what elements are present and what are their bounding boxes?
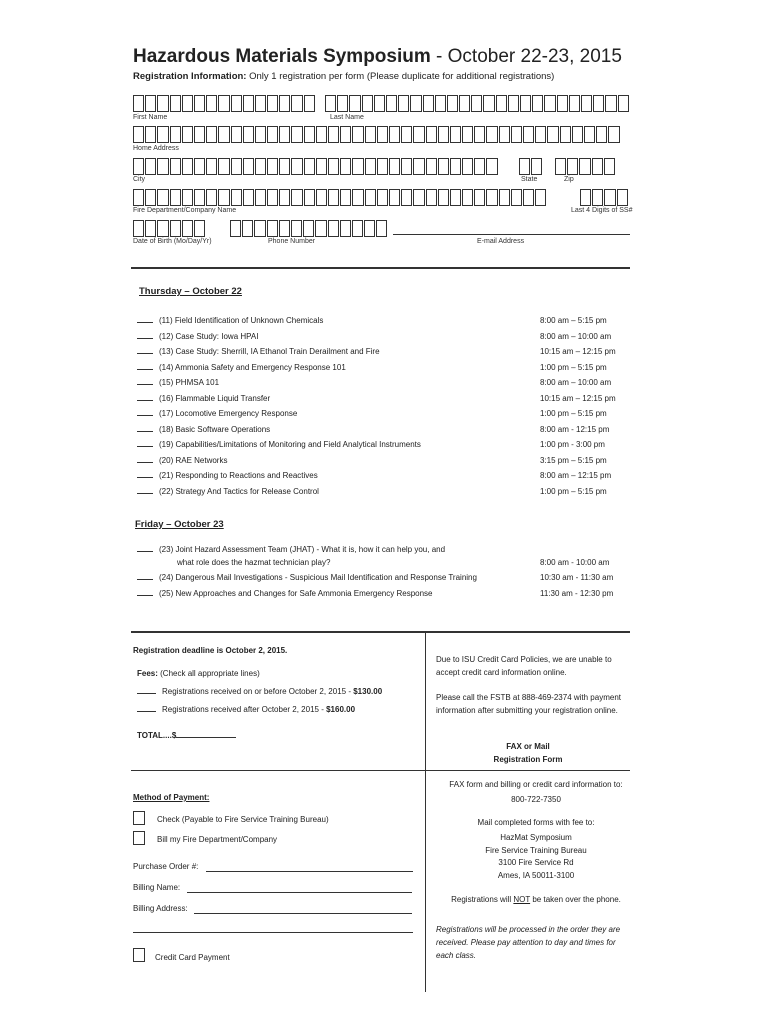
char-box[interactable] (377, 126, 388, 143)
char-box[interactable] (450, 189, 461, 206)
char-box[interactable] (547, 126, 558, 143)
course-row[interactable] (137, 332, 258, 341)
char-box[interactable] (365, 158, 376, 175)
char-box[interactable] (389, 126, 400, 143)
course-time: 8:00 am - 12:15 pm (540, 424, 610, 434)
char-box[interactable] (438, 158, 449, 175)
char-box[interactable] (304, 126, 315, 143)
char-box[interactable] (170, 95, 181, 112)
char-box[interactable] (340, 220, 351, 237)
billing-name-line[interactable] (187, 892, 412, 893)
char-box[interactable] (337, 95, 348, 112)
bill-label: Bill my Fire Department/Company (157, 835, 278, 844)
char-box[interactable] (218, 95, 229, 112)
char-box[interactable] (531, 158, 542, 175)
isu-policy-2: accept credit card information online. (436, 668, 567, 677)
phone-notice: Registrations will NOT be taken over the phone. (451, 895, 621, 904)
check-checkbox[interactable] (133, 811, 145, 825)
char-box[interactable] (605, 95, 616, 112)
char-box[interactable] (230, 220, 241, 237)
char-box[interactable] (569, 95, 580, 112)
ssn-label: Last 4 Digits of SS# (571, 207, 633, 214)
char-box[interactable] (486, 189, 497, 206)
char-box[interactable] (410, 95, 421, 112)
char-box[interactable] (511, 189, 522, 206)
mail-address-1: HazMat Symposium (500, 833, 572, 842)
home-address-label: Home Address (133, 145, 179, 152)
char-box[interactable] (328, 126, 339, 143)
char-box[interactable] (182, 189, 193, 206)
char-box[interactable] (304, 158, 315, 175)
char-box[interactable] (255, 95, 266, 112)
mail-instructions: Mail completed forms with fee to: (477, 818, 595, 827)
course-time: 1:00 pm – 5:15 pm (540, 486, 607, 496)
course-time: 1:00 pm – 5:15 pm (540, 409, 607, 418)
char-box[interactable] (194, 126, 205, 143)
char-box[interactable] (279, 189, 290, 206)
char-box[interactable] (133, 220, 144, 237)
char-box[interactable] (413, 189, 424, 206)
char-box[interactable] (328, 220, 339, 237)
billing-address-line-2[interactable] (133, 932, 413, 933)
char-box[interactable] (365, 189, 376, 206)
char-box[interactable] (462, 158, 473, 175)
char-box[interactable] (145, 158, 156, 175)
char-box[interactable] (267, 189, 278, 206)
course-time: 3:15 pm – 5:15 pm (540, 455, 607, 465)
billing-name-label: Billing Name: (133, 883, 181, 892)
char-box[interactable] (459, 95, 470, 112)
char-box[interactable] (584, 126, 595, 143)
course-23[interactable]: (23) Joint Hazard Assessment Team (JHAT) - What it is, how it can help you, and (137, 545, 445, 554)
char-box[interactable] (316, 126, 327, 143)
char-box[interactable] (291, 95, 302, 112)
state-boxes[interactable] (519, 158, 543, 175)
char-box[interactable] (592, 189, 603, 206)
char-box[interactable] (389, 158, 400, 175)
char-box[interactable] (325, 95, 336, 112)
char-box[interactable] (450, 158, 461, 175)
course-time: 8:00 am – 10:00 am (540, 331, 612, 341)
char-box[interactable] (304, 189, 315, 206)
zip-boxes[interactable] (555, 158, 616, 175)
char-box[interactable] (508, 95, 519, 112)
char-box[interactable] (194, 189, 205, 206)
char-box[interactable] (206, 189, 217, 206)
char-box[interactable] (499, 189, 510, 206)
char-box[interactable] (255, 158, 266, 175)
char-box[interactable] (365, 126, 376, 143)
dob-label: Date of Birth (Mo/Day/Yr) (133, 238, 212, 245)
char-box[interactable] (170, 158, 181, 175)
course-25-time: 11:30 am - 12:30 pm (540, 589, 614, 598)
course-blank[interactable] (137, 353, 153, 354)
course-row[interactable] (137, 471, 318, 480)
fire-dept-label: Fire Department/Company Name (133, 207, 237, 214)
char-box[interactable] (254, 220, 265, 237)
zip-label: Zip (564, 176, 574, 183)
course-row[interactable] (137, 440, 421, 449)
divider (131, 267, 630, 269)
char-box[interactable] (267, 126, 278, 143)
char-box[interactable] (450, 126, 461, 143)
thursday-heading: Thursday – October 22 (139, 286, 242, 297)
course-blank[interactable] (137, 431, 153, 432)
course-blank[interactable] (137, 477, 153, 478)
char-box[interactable] (316, 189, 327, 206)
email-line[interactable] (393, 234, 630, 235)
char-box[interactable] (401, 158, 412, 175)
char-box[interactable] (303, 220, 314, 237)
total-label[interactable]: TOTAL....$ (137, 731, 236, 740)
first-name-boxes[interactable] (133, 95, 316, 112)
course-title: (15) PHMSA 101 (159, 378, 220, 387)
course-title: (13) Case Study: Sherrill, IA Ethanol Train Derailment and Fire (159, 347, 380, 356)
home-address-boxes[interactable] (133, 126, 621, 143)
char-box[interactable] (279, 126, 290, 143)
char-box[interactable] (519, 158, 530, 175)
course-row[interactable] (137, 409, 297, 418)
char-box[interactable] (535, 126, 546, 143)
mail-address-2: Fire Service Training Bureau (485, 846, 587, 855)
char-box[interactable] (413, 126, 424, 143)
char-box[interactable] (376, 220, 387, 237)
course-title: (21) Responding to Reactions and Reactives (159, 471, 318, 480)
course-23-time: 8:00 am - 10:00 am (540, 558, 610, 567)
course-blank[interactable] (137, 338, 153, 339)
email-label: E-mail Address (477, 238, 525, 245)
char-box[interactable] (426, 189, 437, 206)
char-box[interactable] (145, 126, 156, 143)
last-name-label: Last Name (330, 114, 364, 121)
char-box[interactable] (291, 158, 302, 175)
char-box[interactable] (291, 126, 302, 143)
char-box[interactable] (555, 158, 566, 175)
char-box[interactable] (535, 189, 546, 206)
char-box[interactable] (304, 95, 315, 112)
course-row[interactable] (137, 425, 270, 434)
char-box[interactable] (194, 220, 205, 237)
char-box[interactable] (291, 189, 302, 206)
course-row[interactable] (137, 363, 346, 372)
fax-instructions: FAX form and billing or credit card information to: (449, 780, 623, 789)
course-blank[interactable] (137, 400, 153, 401)
char-box[interactable] (133, 126, 144, 143)
char-box[interactable] (438, 126, 449, 143)
char-box[interactable] (267, 220, 278, 237)
char-box[interactable] (604, 189, 615, 206)
mail-address-4: Ames, IA 50011-3100 (497, 871, 575, 880)
char-box[interactable] (231, 189, 242, 206)
course-time: 1:00 pm - 3:00 pm (540, 440, 605, 449)
state-label: State (521, 176, 538, 183)
char-box[interactable] (145, 220, 156, 237)
char-box[interactable] (496, 95, 507, 112)
check-label: Check (Payable to Fire Service Training Bureau) (157, 815, 329, 824)
course-title: (17) Locomotive Emergency Response (159, 409, 298, 418)
char-box[interactable] (243, 126, 254, 143)
divider (131, 770, 630, 771)
first-name-label: First Name (133, 114, 168, 121)
char-box[interactable] (328, 189, 339, 206)
mail-address-3: 3100 Fire Service Rd (498, 858, 574, 867)
char-box[interactable] (364, 220, 375, 237)
char-box[interactable] (182, 95, 193, 112)
char-box[interactable] (182, 220, 193, 237)
char-box[interactable] (617, 189, 628, 206)
char-box[interactable] (340, 158, 351, 175)
call-fstb-1: Please call the FSTB at 888-469-2374 with payment (436, 693, 621, 702)
course-title: (18) Basic Software Operations (159, 424, 271, 434)
course-title: (14) Ammonia Safety and Emergency Response 101 (159, 362, 346, 372)
char-box[interactable] (572, 126, 583, 143)
po-label: Purchase Order #: (133, 862, 199, 871)
char-box[interactable] (486, 158, 497, 175)
char-box[interactable] (279, 158, 290, 175)
char-box[interactable] (182, 158, 193, 175)
course-row[interactable] (137, 316, 323, 325)
char-box[interactable] (374, 95, 385, 112)
char-box[interactable] (523, 189, 534, 206)
char-box[interactable] (471, 95, 482, 112)
char-box[interactable] (231, 158, 242, 175)
course-row[interactable] (137, 394, 270, 403)
char-box[interactable] (218, 189, 229, 206)
course-title: (20) RAE Networks (159, 455, 228, 465)
course-row[interactable] (137, 487, 319, 496)
billing-address-label: Billing Address: (133, 904, 188, 913)
char-box[interactable] (398, 95, 409, 112)
char-box[interactable] (389, 189, 400, 206)
registration-form-heading: Registration Form (493, 755, 563, 764)
course-blank[interactable] (137, 415, 153, 416)
char-box[interactable] (352, 158, 363, 175)
course-time: 8:00 am – 5:15 pm (540, 316, 607, 325)
char-box[interactable] (170, 220, 181, 237)
char-box[interactable] (133, 158, 144, 175)
course-24-time: 10:30 am - 11:30 am (540, 573, 614, 582)
course-row[interactable] (137, 347, 380, 356)
fax-number: 800-722-7350 (511, 795, 561, 804)
char-box[interactable] (604, 158, 615, 175)
char-box[interactable] (206, 126, 217, 143)
char-box[interactable] (157, 95, 168, 112)
divider (425, 632, 426, 992)
char-box[interactable] (243, 189, 254, 206)
char-box[interactable] (593, 95, 604, 112)
char-box[interactable] (349, 95, 360, 112)
fax-mail-heading: FAX or Mail (506, 742, 550, 751)
deadline-text: Registration deadline is October 2, 2015. (133, 646, 288, 655)
char-box[interactable] (182, 126, 193, 143)
course-time: 8:00 am – 12:15 pm (540, 471, 612, 480)
char-box[interactable] (413, 158, 424, 175)
bill-checkbox[interactable] (133, 831, 145, 845)
char-box[interactable] (438, 189, 449, 206)
char-box[interactable] (532, 95, 543, 112)
char-box[interactable] (243, 158, 254, 175)
char-box[interactable] (157, 126, 168, 143)
char-box[interactable] (523, 126, 534, 143)
char-box[interactable] (279, 220, 290, 237)
char-box[interactable] (206, 95, 217, 112)
fee-late[interactable]: Registrations received after October 2, 2015 - $160.00 (137, 705, 355, 714)
char-box[interactable] (608, 126, 619, 143)
char-box[interactable] (511, 126, 522, 143)
char-box[interactable] (328, 158, 339, 175)
char-box[interactable] (255, 189, 266, 206)
char-box[interactable] (316, 158, 327, 175)
char-box[interactable] (352, 126, 363, 143)
registration-info: Registration Information: Only 1 registration per form (Please duplicate for additional registrations) (133, 71, 555, 82)
char-box[interactable] (462, 189, 473, 206)
char-box[interactable] (499, 126, 510, 143)
char-box[interactable] (279, 95, 290, 112)
credit-checkbox[interactable] (133, 948, 145, 962)
phone-label: Phone Number (268, 238, 316, 245)
course-title: (11) Field Identification of Unknown Chemicals (159, 316, 324, 325)
course-row[interactable] (137, 378, 219, 387)
char-box[interactable] (145, 189, 156, 206)
char-box[interactable] (352, 220, 363, 237)
friday-heading: Friday – October 23 (135, 519, 224, 530)
char-box[interactable] (618, 95, 629, 112)
char-box[interactable] (557, 95, 568, 112)
char-box[interactable] (423, 95, 434, 112)
char-box[interactable] (474, 189, 485, 206)
char-box[interactable] (386, 95, 397, 112)
char-box[interactable] (520, 95, 531, 112)
course-blank[interactable] (137, 322, 153, 323)
char-box[interactable] (267, 95, 278, 112)
char-box[interactable] (377, 189, 388, 206)
char-box[interactable] (567, 158, 578, 175)
char-box[interactable] (401, 126, 412, 143)
course-23-line2: what role does the hazmat technician play? (177, 558, 331, 567)
order-note-2: received. Please pay attention to day and times for (436, 938, 616, 947)
char-box[interactable] (231, 126, 242, 143)
char-box[interactable] (315, 220, 326, 237)
char-box[interactable] (362, 95, 373, 112)
char-box[interactable] (194, 95, 205, 112)
char-box[interactable] (218, 126, 229, 143)
course-row[interactable] (137, 456, 227, 465)
char-box[interactable] (544, 95, 555, 112)
fire-dept-boxes[interactable] (133, 189, 547, 206)
char-box[interactable] (377, 158, 388, 175)
city-label: City (133, 176, 146, 183)
ssn-boxes[interactable] (580, 189, 629, 206)
course-blank[interactable] (137, 384, 153, 385)
course-title: (19) Capabilities/Limitations of Monitoring and Field Analytical Instruments (159, 440, 421, 449)
char-box[interactable] (133, 189, 144, 206)
char-box[interactable] (474, 158, 485, 175)
fees-label: Fees: (Check all appropriate lines) (137, 669, 260, 678)
char-box[interactable] (483, 95, 494, 112)
po-line[interactable] (206, 871, 413, 872)
payment-heading: Method of Payment: (133, 793, 210, 802)
char-box[interactable] (560, 126, 571, 143)
char-box[interactable] (255, 126, 266, 143)
char-box[interactable] (462, 126, 473, 143)
city-boxes[interactable] (133, 158, 499, 175)
char-box[interactable] (340, 126, 351, 143)
char-box[interactable] (157, 158, 168, 175)
isu-policy-1: Due to ISU Credit Card Policies, we are unable to (436, 655, 612, 664)
last-name-boxes[interactable] (325, 95, 630, 112)
char-box[interactable] (581, 95, 592, 112)
course-blank[interactable] (137, 369, 153, 370)
char-box[interactable] (157, 189, 168, 206)
divider (131, 631, 630, 633)
billing-address-line[interactable] (194, 913, 412, 914)
char-box[interactable] (267, 158, 278, 175)
dob-boxes[interactable] (133, 220, 206, 237)
order-note-1: Registrations will be processed in the order they are (436, 925, 621, 934)
char-box[interactable] (242, 220, 253, 237)
course-time: 10:15 am – 12:15 pm (540, 393, 616, 403)
char-box[interactable] (580, 189, 591, 206)
char-box[interactable] (401, 189, 412, 206)
phone-boxes[interactable] (230, 220, 388, 237)
course-blank[interactable] (137, 462, 153, 463)
char-box[interactable] (592, 158, 603, 175)
char-box[interactable] (596, 126, 607, 143)
char-box[interactable] (243, 95, 254, 112)
course-blank[interactable] (137, 446, 153, 447)
char-box[interactable] (170, 126, 181, 143)
course-25[interactable]: (25) New Approaches and Changes for Safe Ammonia Emergency Response (137, 589, 432, 598)
fee-early[interactable]: Registrations received on or before October 2, 2015 - $130.00 (137, 687, 382, 696)
char-box[interactable] (194, 158, 205, 175)
char-box[interactable] (426, 126, 437, 143)
char-box[interactable] (133, 95, 144, 112)
course-blank[interactable] (137, 493, 153, 494)
call-fstb-2: information after submitting your registration online. (436, 706, 618, 715)
char-box[interactable] (340, 189, 351, 206)
char-box[interactable] (291, 220, 302, 237)
char-box[interactable] (579, 158, 590, 175)
char-box[interactable] (486, 126, 497, 143)
char-box[interactable] (145, 95, 156, 112)
course-title: (16) Flammable Liquid Transfer (159, 393, 271, 403)
char-box[interactable] (218, 158, 229, 175)
char-box[interactable] (435, 95, 446, 112)
char-box[interactable] (474, 126, 485, 143)
course-title: (22) Strategy And Tactics for Release Control (159, 486, 319, 496)
course-time: 1:00 pm – 5:15 pm (540, 362, 607, 372)
course-title: (12) Case Study: Iowa HPAI (159, 331, 259, 341)
course-time: 10:15 am – 12:15 pm (540, 347, 616, 356)
char-box[interactable] (157, 220, 168, 237)
course-24[interactable]: (24) Dangerous Mail Investigations - Suspicious Mail Identification and Response Training (137, 573, 477, 582)
order-note-3: each class. (436, 951, 477, 960)
char-box[interactable] (447, 95, 458, 112)
char-box[interactable] (352, 189, 363, 206)
page-title: Hazardous Materials Symposium - October 22-23, 2015 (133, 46, 622, 67)
char-box[interactable] (426, 158, 437, 175)
char-box[interactable] (206, 158, 217, 175)
course-time: 8:00 am – 10:00 am (540, 378, 612, 387)
char-box[interactable] (231, 95, 242, 112)
credit-label: Credit Card Payment (155, 953, 230, 962)
char-box[interactable] (170, 189, 181, 206)
